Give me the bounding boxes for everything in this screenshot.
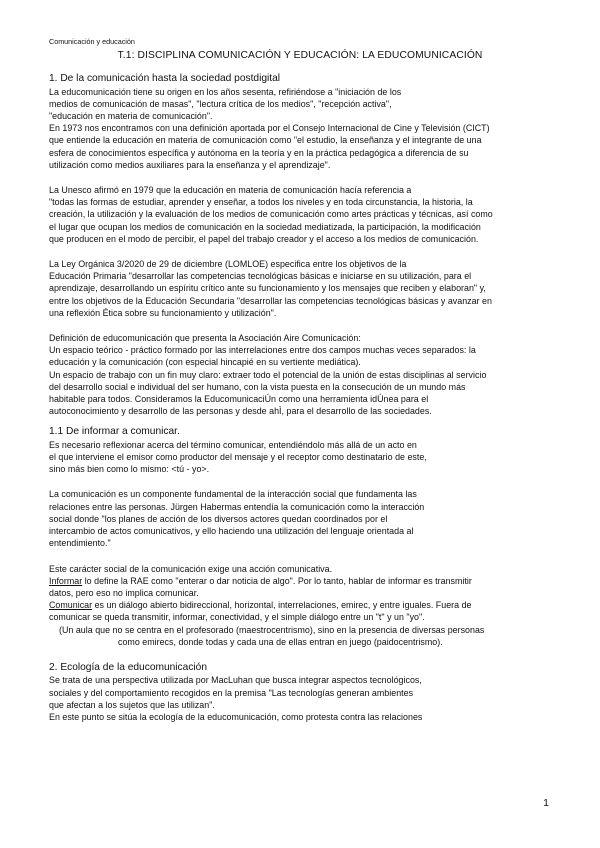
- underlined-term: Comunicar: [49, 600, 93, 611]
- document-title: T.1: DISCIPLINA COMUNICACIÓN Y EDUCACIÓN: LA EDUCOMUNICACIÓN: [117, 50, 483, 61]
- text-line: La Ley Orgánica 3/2020 de 29 de diciembre (LOMLOE) especifica entre los objetivos de la: [49, 258, 407, 269]
- text-span: lo define la RAE como "enterar o dar noticia de algo". Por lo tanto, hablar de informar es transmitir: [82, 575, 472, 586]
- text-span: es un diálogo abierto bidireccional, horizontal, interrelaciones, emirec, y entre iguales. Fuera de: [92, 600, 472, 611]
- paragraph: [49, 86, 559, 171]
- text-line: utilización como medios auxiliares para la enseñanza y el aprendizaje".: [49, 159, 331, 170]
- text-line: como emirecs, donde todas y cada una de ellas entran en juego (paidocentrismo).: [118, 636, 443, 647]
- text-line: el que interviene el emisor como productor del mensaje y el receptor como destinatario de este,: [49, 452, 427, 463]
- text-line: Es necesario reflexionar acerca del término comunicar, entendiéndolo más allá de un acto en: [49, 439, 417, 450]
- text-line: La Unesco afirmó en 1979 que la educación en materia de comunicación hacía referencia a: [49, 184, 412, 195]
- text-line: Este carácter social de la comunicación exige una acción comunicativa.: [49, 563, 333, 574]
- text-line: entendimiento.": [49, 538, 111, 549]
- text-line: autoconocimiento y desarrollo de las personas y desde ahÌ, para el desarrollo de las sociedades.: [49, 406, 432, 417]
- text-line: relaciones entre las personas. Jürgen Habermas entendía la comunicación como la interacción: [49, 501, 425, 512]
- text-line: que afectan a los sujetos que las utilizan".: [49, 699, 215, 710]
- text-line: En 1973 nos encontramos con una definición aportada por el Consejo Internacional de Cine y Televisión (CICT): [49, 123, 490, 134]
- text-line: del desarrollo social e individual del ser humano, con la vista puesta en la consecución de un mundo más: [49, 381, 466, 392]
- text-line: habitable para todos. Consideramos la EducomunicaciÚn como una herramienta idÚnea para el: [49, 393, 429, 404]
- underlined-term: Informar: [49, 575, 83, 586]
- text-line: el lugar que ocupan los medios de comunicación en la sociedad mediatizada, la participación, la modificación: [49, 221, 481, 232]
- text-line: entre los objetivos de la Educación Secundaria "desarrollar las competencias tecnológicas básicas y avanzar en: [49, 295, 492, 306]
- paragraph: [49, 563, 559, 648]
- text-line: Se trata de una perspectiva utilizada por MacLuhan que busca integrar aspectos tecnológicos,: [49, 675, 422, 686]
- paragraph: [49, 258, 559, 319]
- text-line: "educación en materia de comunicación".: [49, 110, 213, 121]
- paragraph: [49, 184, 559, 245]
- text-line: Definición de educomunicación que presenta la Asociación Aire Comunicación:: [49, 332, 361, 343]
- text-line: comunicar se queda transmitir, informar, conectividad, y el simple diálogo entre un "t" y un "yo".: [49, 612, 425, 623]
- text-line: aprendizaje, desarrollando un espíritu crítico ante su funcionamiento y los mensajes que reciben y elaboran" y,: [49, 283, 486, 294]
- text-line: La educomunicación tiene su origen en los años sesenta, refiriéndose a "iniciación de los: [49, 86, 402, 97]
- section-heading: 1. De la comunicación hasta la sociedad postdigital: [49, 73, 281, 84]
- page-number: 1: [543, 797, 549, 809]
- text-line: creación, la utilización y la evaluación de los medios de comunicación como artes prácticas y técnicas, así como: [49, 209, 493, 220]
- text-line: medios de comunicación de masas", "lectura crítica de los medios", "recepción activa",: [49, 98, 392, 109]
- text-line: que entiende la educación en materia de comunicación como "el estudio, la enseñanza y el integrante de una: [49, 135, 482, 146]
- text-line: La comunicación es un componente fundamental de la interacción social que fundamenta las: [49, 489, 417, 500]
- text-line: intercambio de actos comunicativos, y ello haciendo una utilización del lenguaje orientada al: [49, 526, 414, 537]
- text-line: una reflexión Ética sobre su funcionamiento y utilización".: [49, 307, 277, 318]
- text-line: datos, pero eso no implica comunicar.: [49, 587, 199, 598]
- text-line: (Un aula que no se centra en el profesorado (maestrocentrismo), sino en la presencia de diversas personas: [59, 624, 485, 635]
- paragraph: [49, 674, 559, 723]
- spacer: [49, 171, 559, 184]
- text-line: Educación Primaria "desarrollar las competencias tecnológicas básicas e iniciarse en su utilización, para el: [49, 271, 472, 282]
- paragraph: [49, 332, 559, 417]
- text-line: Un espacio teórico - práctico formado por las interrelaciones entre dos campos muchas veces separados: la: [49, 345, 476, 356]
- text-line: En este punto se sitúa la ecología de la educomunicación, como protesta contra las relaciones: [49, 712, 423, 723]
- text-line: social donde "los planes de acción de los diversos actores quedan coordinados por el: [49, 513, 388, 524]
- subsection-heading: 1.1 De informar a comunicar.: [49, 426, 180, 438]
- text-line: "todas las formas de estudiar, aprender y enseñar, a todos los niveles y en toda circunstancia, la historia, la: [49, 197, 473, 208]
- running-header: Comunicación y educación: [49, 37, 135, 46]
- paragraph: [49, 488, 559, 549]
- text-line: [49, 599, 559, 611]
- text-line: [49, 575, 559, 587]
- section-heading: 2. Ecología de la educomunicación: [49, 661, 208, 673]
- spacer: [49, 475, 559, 488]
- spacer: [49, 648, 559, 661]
- text-line: que producen en el modo de percibir, el papel del trabajo creador y el acceso a los medios de comunicación.: [49, 233, 479, 244]
- document-body: [49, 72, 559, 723]
- spacer: [49, 245, 559, 258]
- text-line: educación y la comunicación (con especial hincapié en su vertiente mediática).: [49, 357, 361, 368]
- text-line: sino más bien como lo mismo: <tú - yo>.: [49, 464, 210, 475]
- spacer: [49, 550, 559, 563]
- spacer: [49, 319, 559, 332]
- text-line: sociales y del comportamiento recogidos en la premisa "Las tecnologías generan ambientes: [49, 687, 414, 698]
- text-line: esfera de conocimientos específica y autónoma en la teoría y en la práctica pedagógica a diferencia de su: [49, 147, 469, 158]
- spacer: [49, 417, 559, 425]
- paragraph: [49, 439, 559, 476]
- text-line: Un espacio de trabajo con un fin muy claro: extraer todo el potencial de la unión de estas disciplinas al servicio: [49, 369, 487, 380]
